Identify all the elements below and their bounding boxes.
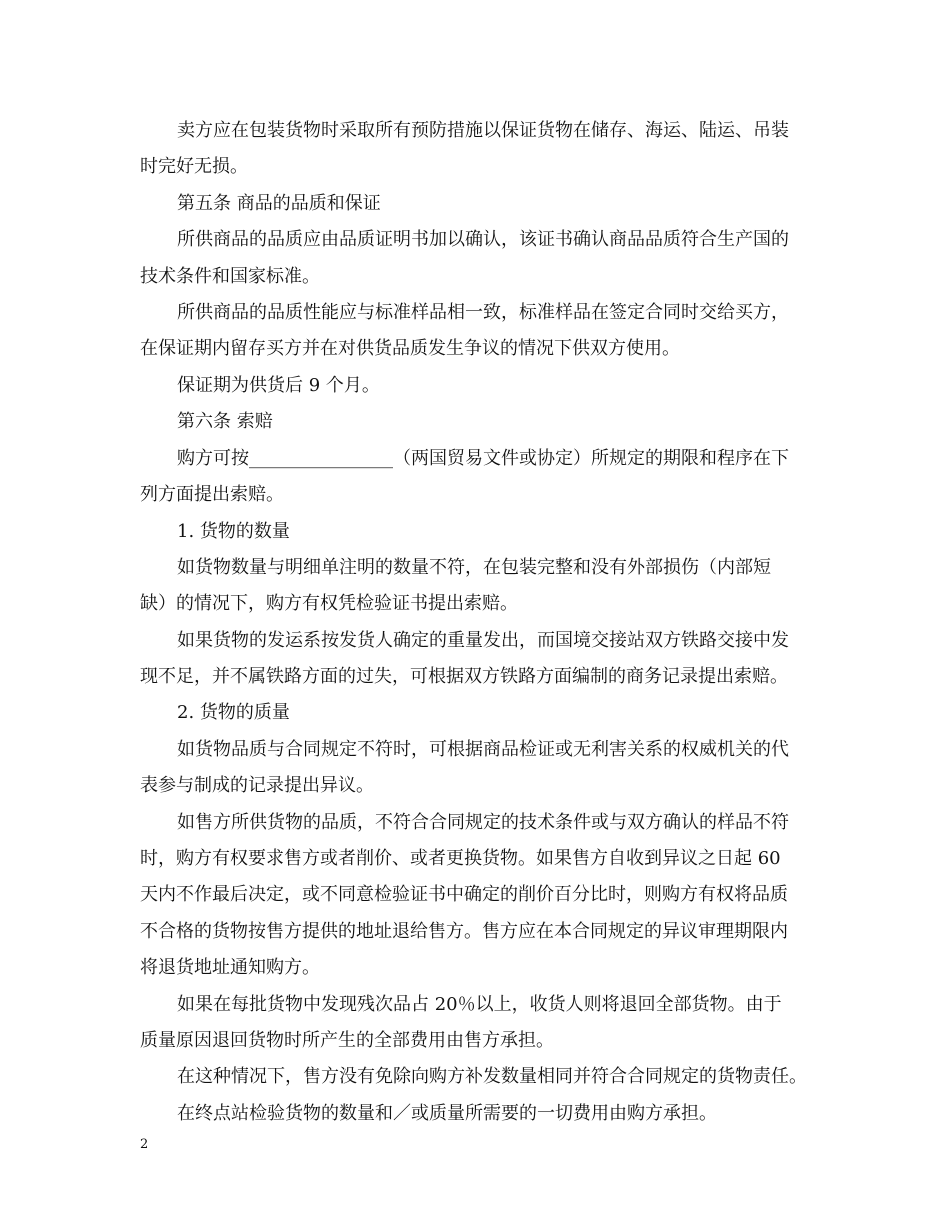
section-heading: 2. 货物的质量 — [177, 702, 290, 723]
text-line: 缺）的情况下，购方有权凭检验证书提出索赔。 — [140, 593, 518, 614]
text-line: 现不足，并不属铁路方面的过失，可根据双方铁路方面编制的商务记录提出索赔。 — [140, 666, 788, 687]
article-heading: 第五条 商品的品质和保证 — [177, 193, 381, 214]
text-line: 如售方所供货物的品质，不符合合同规定的技术条件或与双方确认的样品不符 — [177, 812, 789, 833]
section-heading: 1. 货物的数量 — [177, 521, 290, 542]
text-line: 在保证期内留存买方并在对供货品质发生争议的情况下供双方使用。 — [140, 338, 680, 359]
text-line: 在终点站检验货物的数量和／或质量所需要的一切费用由购方承担。 — [177, 1103, 717, 1124]
text-line: 所供商品的品质性能应与标准样品相一致，标准样品在签定合同时交给买方， — [177, 302, 789, 323]
text-line: 卖方应在包装货物时采取所有预防措施以保证货物在储存、海运、陆运、吊装 — [177, 120, 789, 141]
text-line: 如货物品质与合同规定不符时，可根据商品检证或无利害关系的权威机关的代 — [177, 739, 789, 760]
text-line: 如果货物的发运系按发货人确定的重量发出，而国境交接站双方铁路交接中发 — [177, 630, 789, 651]
text-line: 质量原因退回货物时所产生的全部费用由售方承担。 — [140, 1030, 554, 1051]
text-line: 如货物数量与明细单注明的数量不符，在包装完整和没有外部损伤（内部短 — [177, 557, 771, 578]
text-line: 时，购方有权要求售方或者削价、或者更换货物。如果售方自收到异议之日起 60 — [140, 848, 781, 869]
text-line: 在这种情况下，售方没有免除向购方补发数量相同并符合合同规定的货物责任。 — [177, 1066, 807, 1087]
text-line: 技术条件和国家标准。 — [140, 266, 320, 287]
page-number: 2 — [140, 1137, 149, 1152]
article-heading: 第六条 索赔 — [177, 411, 273, 432]
text-line: 列方面提出索赔。 — [140, 484, 284, 505]
text-line: 表参与制成的记录提出异议。 — [140, 775, 374, 796]
text-line: 天内不作最后决定，或不同意检验证书中确定的削价百分比时，则购方有权将品质 — [140, 884, 788, 905]
text-line: 所供商品的品质应由品质证明书加以确认，该证书确认商品品质符合生产国的 — [177, 229, 789, 250]
text-line: 购方可按________________（两国贸易文件或协定）所规定的期限和程序在下 — [177, 448, 789, 469]
text-line: 不合格的货物按售方提供的地址退给售方。售方应在本合同规定的异议审理期限内 — [140, 921, 788, 942]
text-line: 保证期为供货后 9 个月。 — [177, 375, 380, 396]
text-line: 时完好无损。 — [140, 156, 248, 177]
text-line: 将退货地址通知购方。 — [140, 957, 320, 978]
text-line: 如果在每批货物中发现残次品占 20％以上，收货人则将退回全部货物。由于 — [177, 994, 782, 1015]
